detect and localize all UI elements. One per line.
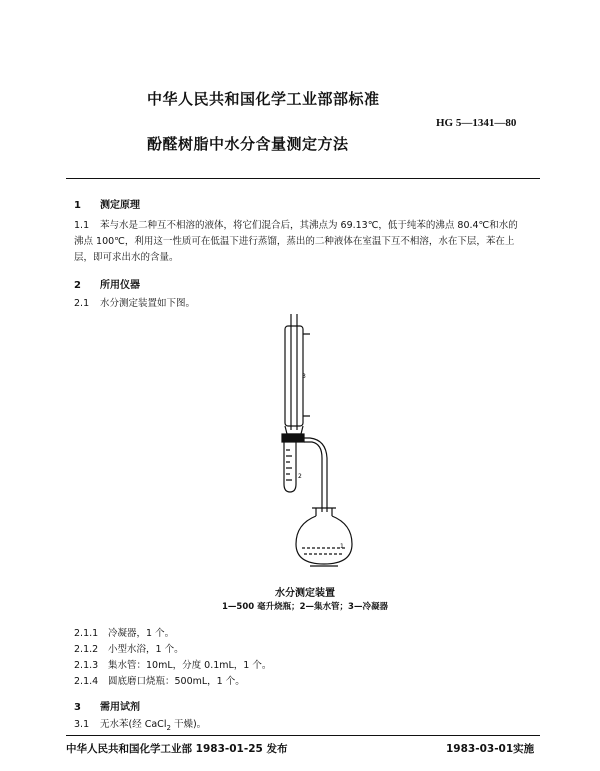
- issue-info: 中华人民共和国化学工业部 1983-01-25 发布: [66, 743, 288, 755]
- flask-drawing: [296, 508, 352, 566]
- section-2-heading: 2 所用仪器: [74, 280, 140, 291]
- footer-rule: [66, 735, 540, 736]
- paragraph-2-1: 2.1 水分测定装置如下图。: [74, 298, 196, 309]
- section-1-heading: 1 测定原理: [74, 200, 140, 211]
- header-rule: [66, 178, 540, 179]
- document-title: 酚醛树脂中水分含量测定方法: [147, 135, 349, 153]
- list-item: 2.1.4 圆底磨口烧瓶：500mL，1 个。: [74, 676, 245, 687]
- label-2: 2: [298, 473, 302, 480]
- list-item: 2.1.1 冷凝器，1 个。: [74, 628, 175, 639]
- apparatus-diagram: [250, 312, 360, 574]
- list-item: 2.1.2 小型水浴，1 个。: [74, 644, 184, 655]
- figure-caption: 水分测定装置: [275, 588, 335, 599]
- condenser-drawing: [285, 314, 310, 434]
- standard-code: HG 5—1341—80: [436, 117, 517, 129]
- collecting-tube-drawing: [284, 438, 327, 512]
- paragraph-3-1: 3.1 无水苯(经 CaCl$_2$ 干燥)。: [74, 719, 207, 732]
- issuing-organization: 中华人民共和国化学工业部部标准: [147, 90, 380, 108]
- effective-info: 1983-03-01实施: [446, 743, 535, 755]
- list-item: 2.1.3 集水管：10mL，分度 0.1mL，1 个。: [74, 660, 272, 671]
- label-3: 3: [302, 373, 306, 380]
- section-3-heading: 3 需用试剂: [74, 702, 140, 713]
- label-1: 1: [340, 543, 344, 550]
- paragraph-1-1: 1.1 苯与水是二种互不相溶的液体，将它们混合后，其沸点为 69.13℃，低于纯苯的沸点 80.4℃和水的 沸点 100℃，利用这一性质可在低温下进行蒸馏，蒸出的二种液体在室温下互不相溶，水在下层，苯在上 层，即可求出水的含量。: [74, 220, 518, 263]
- figure-legend: 1—500 毫升烧瓶；2—集水管；3—冷凝器: [222, 602, 388, 612]
- item-list: [74, 626, 271, 690]
